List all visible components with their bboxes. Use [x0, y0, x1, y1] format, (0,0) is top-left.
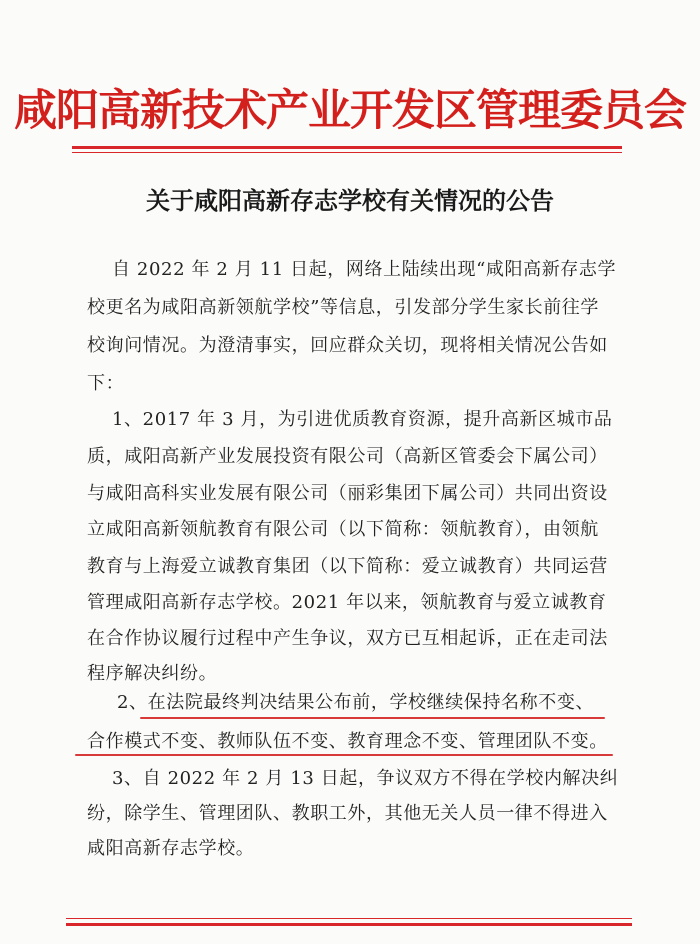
item1-line-3: 与咸阳高科实业发展有限公司（丽彩集团下属公司）共同出资设	[87, 483, 608, 504]
item1-line-7: 在合作协议履行过程中产生争议，双方已互相起诉，正在走司法	[87, 628, 608, 649]
intro-line-2: 校更名为咸阳高新领航学校”等信息，引发部分学生家长前往学	[87, 297, 599, 318]
item1-line-4: 立咸阳高新领航教育有限公司（以下简称：领航教育），由领航	[87, 519, 599, 540]
intro-line-3: 校询问情况。为澄清事实，回应群众关切，现将相关情况公告如	[87, 335, 608, 356]
org-letterhead: 咸阳高新技术产业开发区管理委员会	[14, 86, 686, 136]
highlight-underline-2	[75, 754, 613, 756]
item1-line-2: 质，咸阳高新产业发展投资有限公司（高新区管委会下属公司）	[87, 446, 608, 467]
letterhead-rule-thick	[72, 146, 622, 149]
intro-line-4: 下：	[87, 373, 125, 394]
letterhead-rule-thin	[72, 152, 622, 153]
item3-line-3: 咸阳高新存志学校。	[87, 838, 255, 859]
item2-line-1: 2、在法院最终判决结果公布前，学校继续保持名称不变、	[117, 692, 595, 713]
item1-line-8: 程序解决纠纷。	[87, 663, 218, 684]
item1-line-1: 1、2017 年 3 月，为引进优质教育资源，提升高新区城市品	[112, 409, 613, 430]
highlight-underline-1	[140, 717, 605, 719]
item3-line-2: 纷，除学生、管理团队、教职工外，其他无关人员一律不得进入	[87, 803, 608, 824]
item1-line-5: 教育与上海爱立诚教育集团（以下简称：爱立诚教育）共同运营	[87, 556, 608, 577]
footer-rule-thick	[66, 923, 632, 926]
intro-line-1: 自 2022 年 2 月 11 日起，网络上陆续出现“咸阳高新存志学	[112, 259, 617, 280]
footer-rule-thin	[66, 918, 632, 919]
item3-line-1: 3、自 2022 年 2 月 13 日起，争议双方不得在学校内解决纠	[112, 768, 619, 789]
item2-line-2: 合作模式不变、教师队伍不变、教育理念不变、管理团队不变。	[87, 731, 608, 752]
item1-line-6: 管理咸阳高新存志学校。2021 年以来，领航教育与爱立诚教育	[87, 592, 607, 613]
notice-title: 关于咸阳高新存志学校有关情况的公告	[146, 186, 554, 215]
